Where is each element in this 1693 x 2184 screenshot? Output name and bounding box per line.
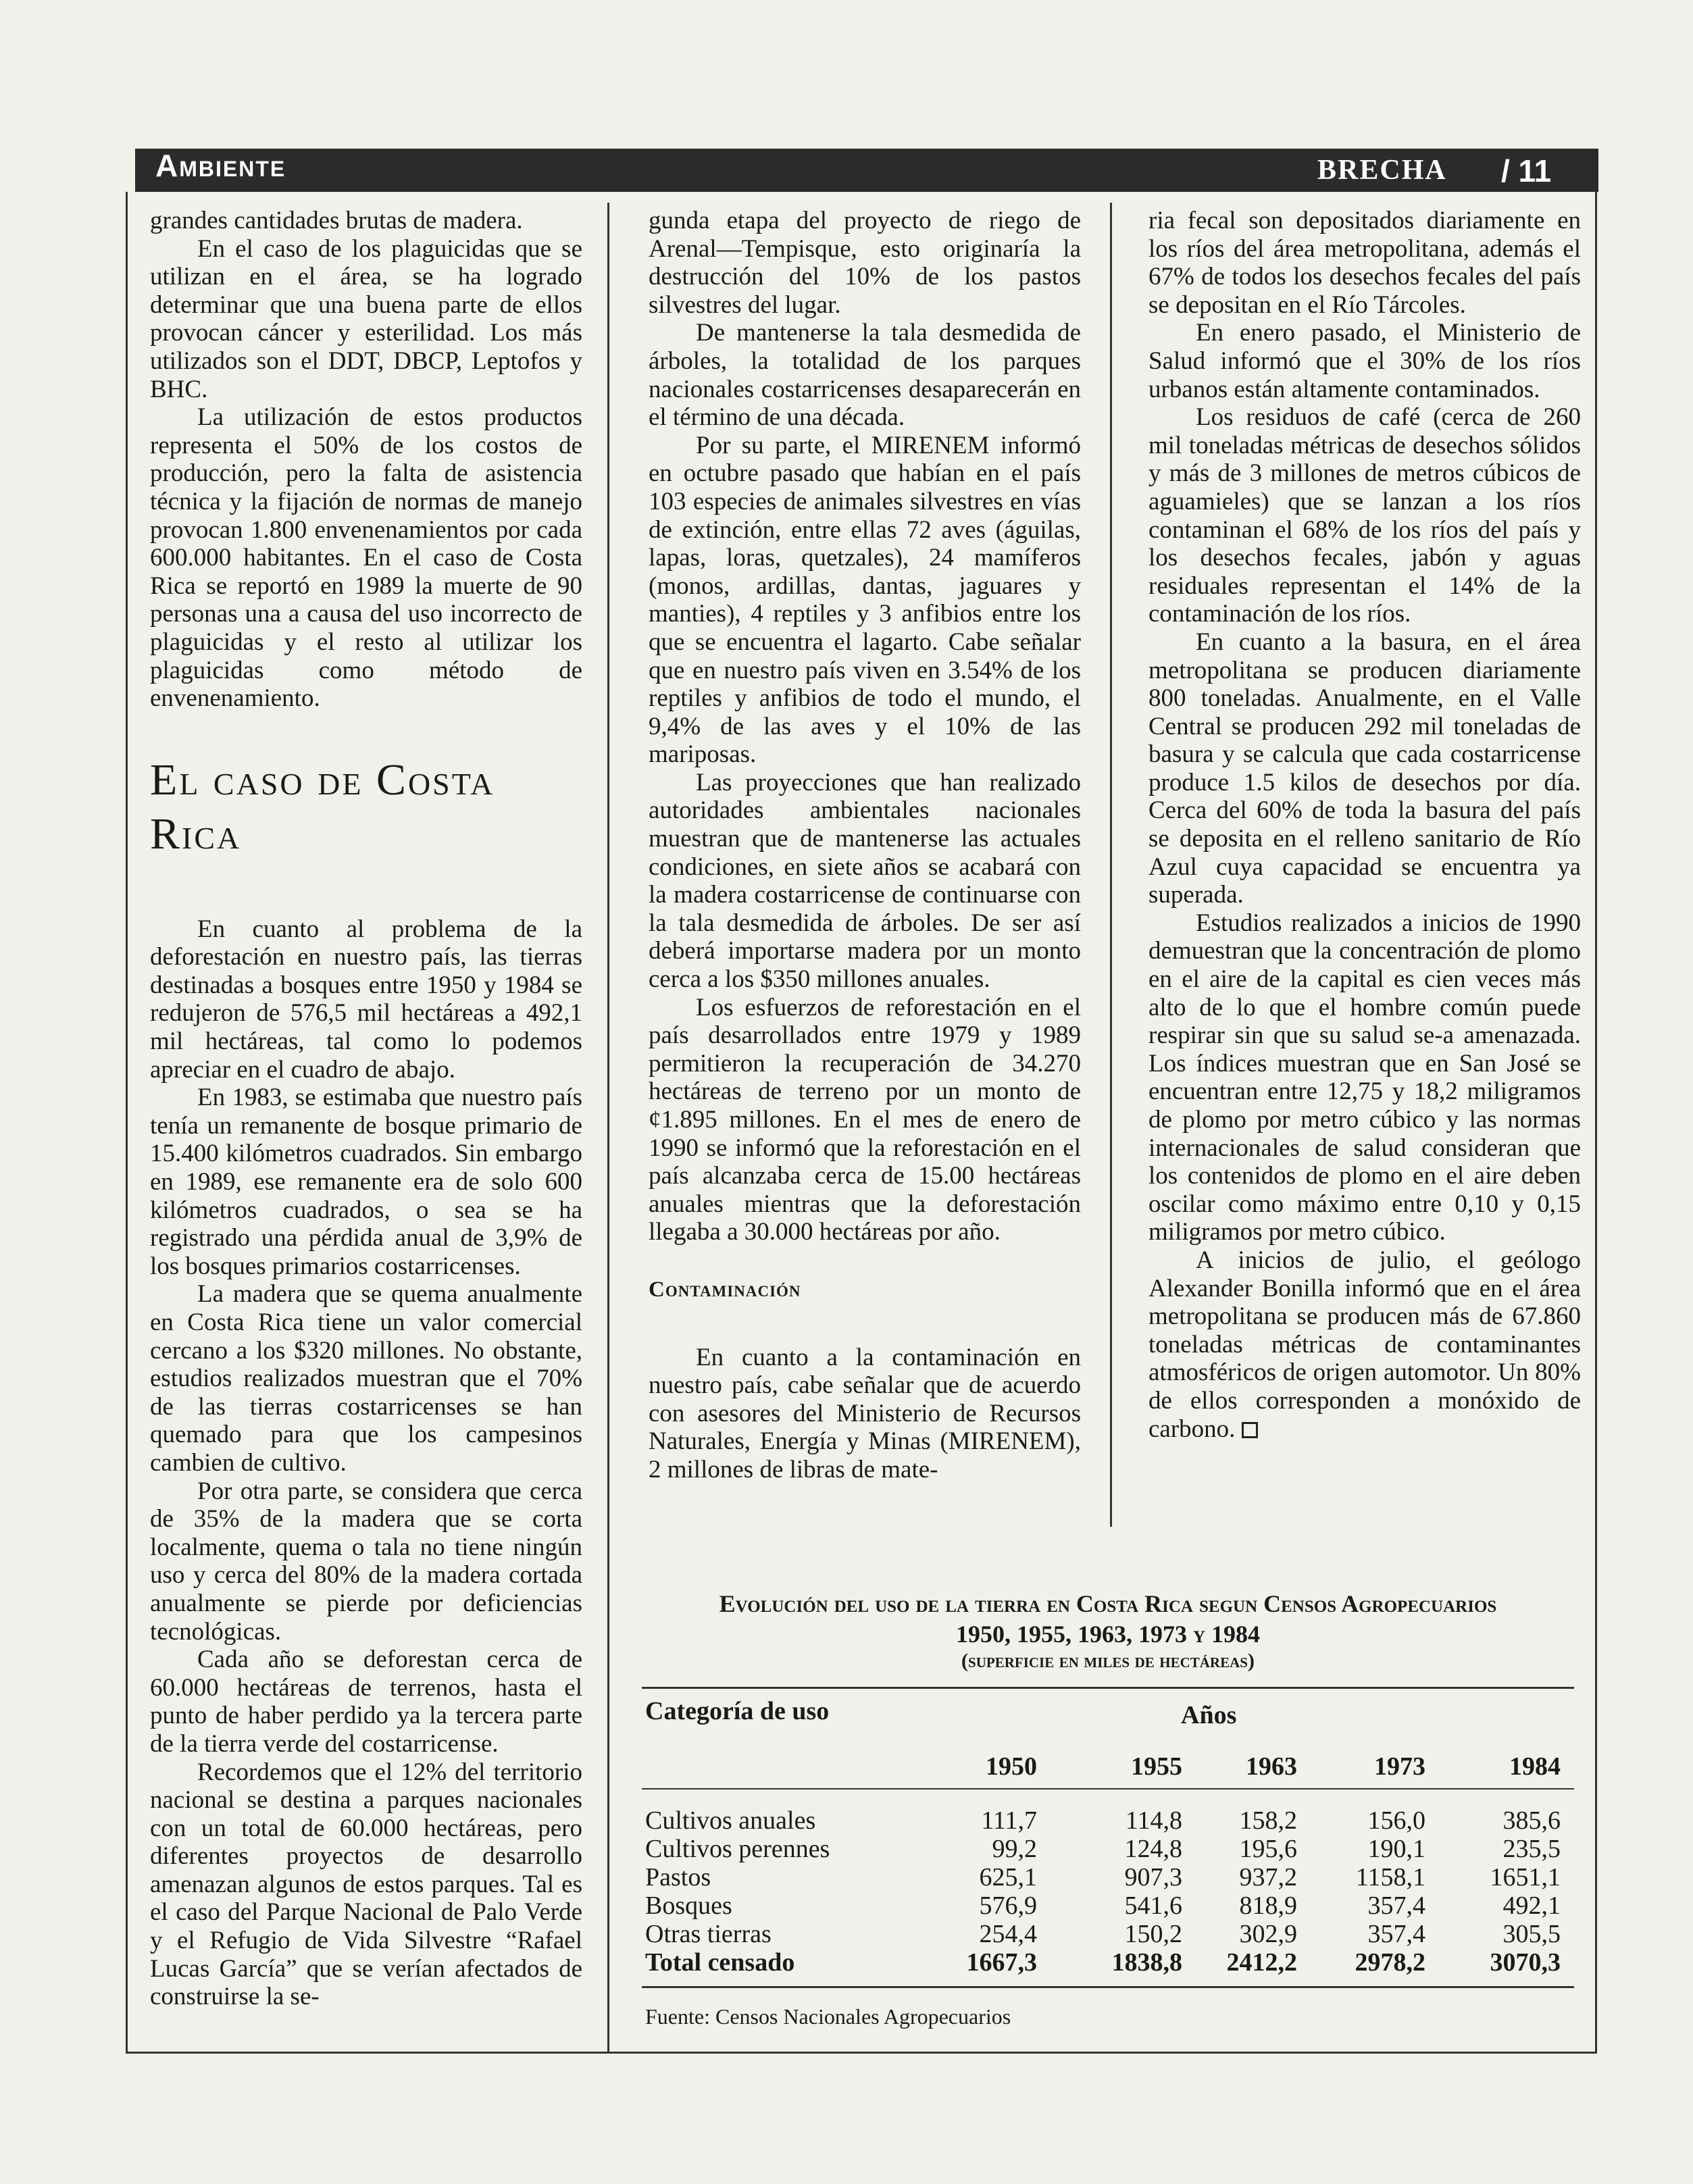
paragraph: De mantenerse la tala desmedida de árboles, la totalidad de los parques nacionales costarricenses desaparecerán en el término de una década. — [649, 319, 1081, 432]
paragraph — [1148, 1246, 1581, 1443]
section-subheading: El caso de Costa Rica — [150, 755, 495, 859]
cell-value: 235,5 — [1502, 1835, 1561, 1863]
paragraph-text: A inicios de julio, el geólogo Alexander Bonilla informó que en el área metropolitana se producen más de 67.860 toneladas métricas de contaminantes atmosféricos de origen automotor. Un 80% de ellos corresponden a monóxido de carbono. — [1148, 1246, 1581, 1443]
year-header: 1955 — [1131, 1752, 1182, 1781]
table-rule-header — [642, 1788, 1574, 1789]
total-value: 3070,3 — [1490, 1948, 1561, 1977]
cell-value: 541,6 — [1124, 1891, 1182, 1920]
cell-value: 492,1 — [1502, 1891, 1561, 1920]
page-number: / 11 — [1501, 153, 1552, 188]
cell-value: 357,4 — [1367, 1920, 1425, 1948]
total-value: 1667,3 — [966, 1948, 1037, 1977]
cell-value: 195,6 — [1239, 1835, 1297, 1863]
cell-value: 99,2 — [992, 1835, 1037, 1863]
total-value: 2412,2 — [1226, 1948, 1297, 1977]
cell-value: 156,0 — [1367, 1806, 1425, 1835]
article-column-3 — [1148, 207, 1581, 1443]
paragraph: Las proyecciones que han realizado autoridades ambientales nacionales muestran que de mantenerse las actuales condiciones, en siete años se acabará con la madera costarricense de continuarse con la tala desmedida de árboles. De ser así deberá importarse madera por un monto cerca a los $350 millones anuales. — [649, 768, 1081, 994]
paragraph: Por otra parte, se considera que cerca de 35% de la madera que se corta localmente, quema o tala no tiene ningún uso y cerca del 80% de la madera cortada anualmente se pierde por deficiencias tecnológicas. — [150, 1477, 582, 1646]
paragraph: grandes cantidades brutas de madera. — [150, 207, 523, 234]
section-label: Ambiente — [155, 148, 286, 183]
year-header: 1950 — [986, 1752, 1037, 1781]
paragraph: Cada año se deforestan cerca de 60.000 hectáreas de terrenos, hasta el punto de haber perdido ya la tercera parte de la tierra verde del costarricense. — [150, 1646, 582, 1758]
row-label: Cultivos anuales — [645, 1806, 816, 1835]
years-header: Años — [1181, 1701, 1237, 1729]
column-rule-left-lower — [607, 1473, 609, 2054]
cell-value: 1158,1 — [1355, 1863, 1425, 1891]
cell-value: 190,1 — [1367, 1835, 1425, 1863]
paragraph: Estudios realizados a inicios de 1990 demuestran que la concentración de plomo en el aire de la capital es cien veces más alto de lo que el hombre común puede respirar sin que su salud se-a amenazada. Los índices muestran que en San José se encuentran entre 12,75 y 18,2 miligramos de plomo por metro cúbico y las normas internacionales de salud consideran que los contenidos de plomo en el aire deben oscilar como máximo entre 0,10 y 0,15 miligramos por metro cúbico. — [1148, 909, 1581, 1246]
cell-value: 111,7 — [981, 1806, 1037, 1835]
table-title-line1: Evolución del uso de la tierra en Costa Rica segun Censos Agropecuarios — [719, 1590, 1497, 1617]
paragraph: ria fecal son depositados diariamente en los ríos del área metropolitana, además el 67% de todos los desechos fecales del país se depositan en el Río Tárcoles. — [1148, 207, 1581, 319]
cell-value: 576,9 — [979, 1891, 1037, 1920]
paragraph: La madera que se quema anualmente en Costa Rica tiene un valor comercial cercano a los $320 millones. No obstante, estudios realizados muestran que el 70% de las tierras costarricenses se han quemado para que los campesinos cambien de cultivo. — [150, 1280, 582, 1477]
cell-value: 385,6 — [1502, 1806, 1561, 1835]
total-value: 1838,8 — [1111, 1948, 1182, 1977]
table-source: Fuente: Censos Nacionales Agropecuarios — [645, 2004, 1011, 2029]
paragraph: En enero pasado, el Ministerio de Salud informó que el 30% de los ríos urbanos están altamente contaminados. — [1148, 319, 1581, 403]
cell-value: 625,1 — [979, 1863, 1037, 1891]
cell-value: 907,3 — [1124, 1863, 1182, 1891]
cell-value: 114,8 — [1125, 1806, 1182, 1835]
row-label: Pastos — [645, 1863, 711, 1891]
year-header: 1973 — [1374, 1752, 1425, 1781]
article-column-1 — [150, 207, 582, 2011]
paragraph: Los residuos de café (cerca de 260 mil toneladas métricas de desechos sólidos y más de 3 millones de metros cúbicos de aguamieles) que se lanzan a los ríos contaminan el 68% de los ríos del país y los desechos fecales, jabón y aguas residuales representan el 14% de la contaminación de los ríos. — [1148, 403, 1581, 628]
year-header: 1963 — [1246, 1752, 1297, 1781]
cell-value: 124,8 — [1124, 1835, 1182, 1863]
table-rule-bottom — [642, 1986, 1574, 1988]
cell-value: 254,4 — [979, 1920, 1037, 1948]
total-value: 2978,2 — [1355, 1948, 1425, 1977]
cell-value: 150,2 — [1124, 1920, 1182, 1948]
cell-value: 158,2 — [1239, 1806, 1297, 1835]
table-title-line2: 1950, 1955, 1963, 1973 y 1984 — [955, 1621, 1261, 1648]
cell-value: 937,2 — [1239, 1863, 1297, 1891]
cell-value: 1651,1 — [1490, 1863, 1561, 1891]
paragraph: En cuanto a la basura, en el área metropolitana se producen diariamente 800 toneladas. Anualmente, en el Valle Central se producen 292 mil toneladas de basura y se calcula que cada costarricense produce 1.5 kilos de desechos por día. Cerca del 60% de toda la basura del país se deposita en el relleno sanitario de Río Azul cuya capacidad se encuentra ya superada. — [1148, 628, 1581, 909]
year-header: 1984 — [1509, 1752, 1561, 1781]
cell-value: 302,9 — [1239, 1920, 1297, 1948]
paragraph: En cuanto al problema de la deforestación en nuestro país, las tierras destinadas a bosques entre 1950 y 1984 se redujeron de 576,5 mil hectáreas a 492,1 mil hectáreas, tal como lo podemos apreciar en el cuadro de abajo. — [150, 915, 582, 1084]
paragraph: La utilización de estos productos representa el 50% de los costos de producción, pero la falta de asistencia técnica y la fijación de normas de manejo provocan 1.800 envenenamientos por cada 600.000 habitantes. En el caso de Costa Rica se reportó en 1989 la muerte de 90 personas una a causa del uso incorrecto de plaguicidas y el resto al utilizar los plaguicidas como método de envenenamiento. — [150, 403, 582, 713]
article-column-2 — [649, 207, 1081, 1484]
column-rule-left — [607, 203, 609, 1473]
row-label: Cultivos perennes — [645, 1835, 830, 1863]
column-rule-right — [1110, 203, 1112, 1527]
paragraph: En cuanto a la contaminación en nuestro país, cabe señalar que de acuerdo con asesores del Ministerio de Recursos Naturales, Energía y Minas (MIRENEM), 2 millones de libras de mate- — [649, 1343, 1081, 1483]
paragraph: Los esfuerzos de reforestación en el país desarrollados entre 1979 y 1989 permitieron la recuperación de 34.270 hectáreas de terreno por un monto de ¢1.895 millones. En el mes de enero de 1990 se informó que la reforestación en el país alcanzaba cerca de 15.00 hectáreas anuales mientras que la deforestación llegaba a 30.000 hectáreas por año. — [649, 993, 1081, 1246]
paragraph: En el caso de los plaguicidas que se utilizan en el área, se ha logrado determinar que una buena parte de ellos provocan cáncer y esterilidad. Los más utilizados son el DDT, DBCP, Leptofos y BHC. — [150, 234, 582, 403]
paragraph: Por su parte, el MIRENEM informó en octubre pasado que habían en el país 103 especies de animales silvestres en vías de extinción, entre ellas 72 aves (águilas, lapas, loras, quetzales), 24 mamíferos (monos, ardillas, dantas, jaguares y manties), 4 reptiles y 3 anfibios entre los que se encuentra el lagarto. Cabe señalar que en nuestro país viven en 3.54% de los reptiles y anfibios de todo el mundo, el 9,4% de las aves y el 10% de las mariposas. — [649, 431, 1081, 769]
table-rule-top — [642, 1687, 1574, 1689]
land-use-table — [635, 1569, 1581, 2048]
publication-name: BRECHA — [1317, 155, 1447, 186]
table-subtitle: (superficie en miles de hectáreas) — [961, 1650, 1255, 1672]
end-mark-icon — [1242, 1422, 1258, 1438]
row-label: Bosques — [645, 1891, 732, 1920]
cell-value: 357,4 — [1367, 1891, 1425, 1920]
subsection-heading: Contaminación — [649, 1277, 801, 1302]
table-title — [635, 1589, 1581, 1650]
paragraph: Recordemos que el 12% del territorio nacional se destina a parques nacionales con un total de 60.000 hectáreas, pero diferentes proyectos de desarrollo amenazan algunos de estos parques. Tal es el caso del Parque Nacional de Palo Verde y el Refugio de Vida Silvestre “Rafael Lucas García” que se verían afectados de construirse la se- — [150, 1758, 582, 2011]
paragraph: En 1983, se estimaba que nuestro país tenía un remanente de bosque primario de 15.400 kilómetros cuadrados. Sin embargo en 1989, ese remanente era de solo 600 kilómetros cuadrados, o sea se ha registrado una pérdida anual de 3,9% de los bosques primarios costarricenses. — [150, 1084, 582, 1280]
category-header: Categoría de uso — [645, 1697, 830, 1725]
cell-value: 818,9 — [1239, 1891, 1297, 1920]
cell-value: 305,5 — [1502, 1920, 1561, 1948]
row-label: Otras tierras — [645, 1920, 772, 1948]
total-label: Total censado — [645, 1948, 795, 1977]
paragraph: gunda etapa del proyecto de riego de Arenal—Tempisque, esto originaría la destrucción del 10% de los pastos silvestres del lugar. — [649, 207, 1081, 319]
